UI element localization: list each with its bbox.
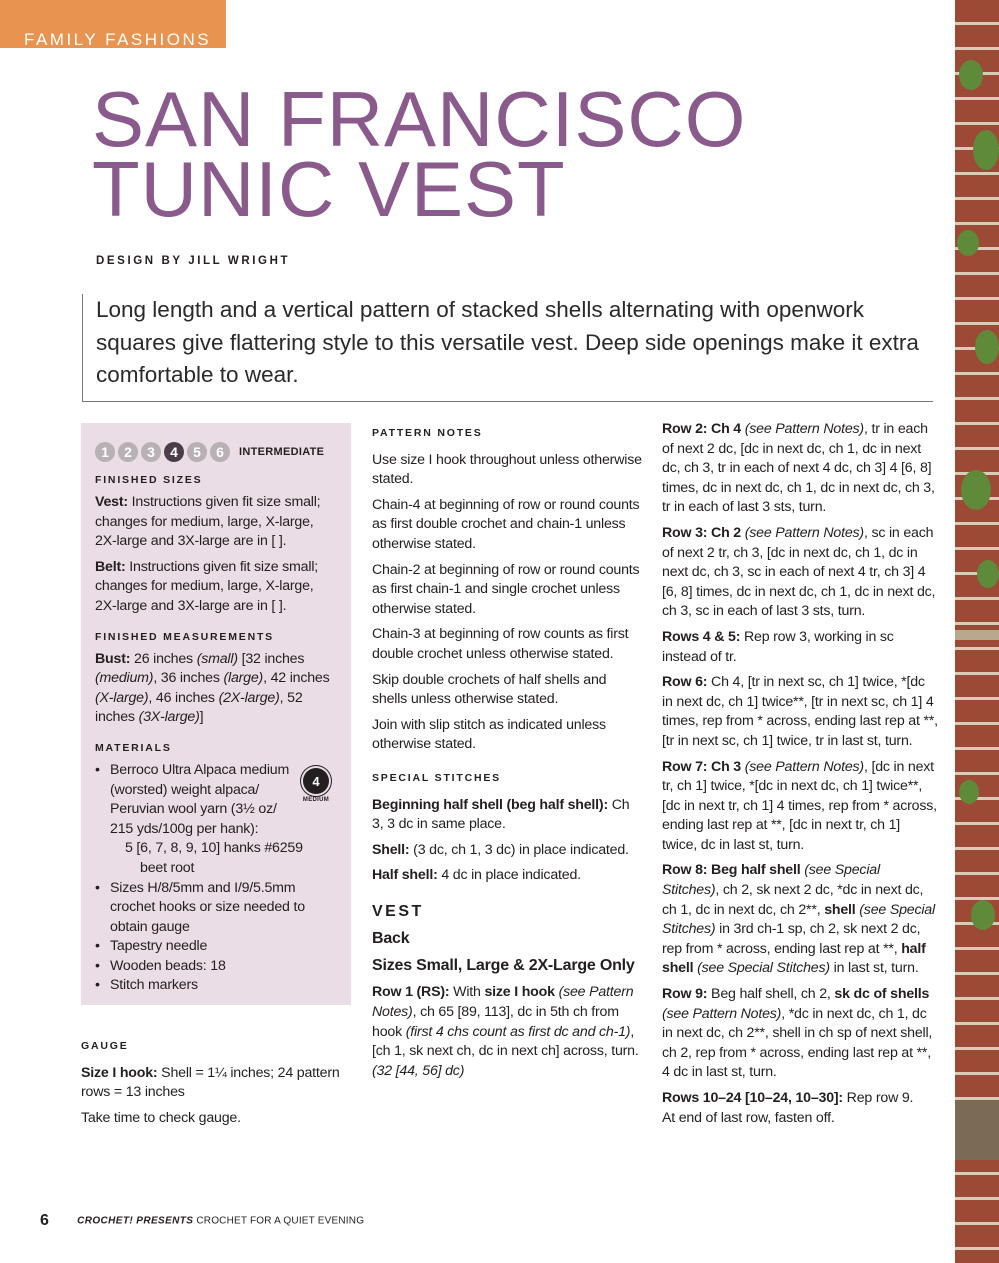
row-label: Row 2: Ch 4 [662, 421, 741, 437]
row-italic: (32 [44, 56] dc) [372, 1062, 465, 1079]
row-italic: (see Special Stitches) [693, 960, 830, 977]
row-text: , [ch 1, sk next ch, dc in next ch] across, turn. [372, 1023, 639, 1060]
row-3 [662, 524, 938, 622]
row-text: Ch 4, [tr in next sc, ch 1] twice, *[dc in next dc, ch 1] twice**, [tr in next sc, ch 1] 4 times, rep from * across, ending last rep at **, [tr in next sc, ch 1] twice, tr in last st, turn. [662, 674, 938, 749]
bust-size: (X-large) [95, 689, 149, 706]
skill-dot: 5 [187, 442, 207, 462]
bust-size: (2X-large) [218, 689, 280, 706]
finished-sizes [95, 493, 337, 617]
brick-wall-photo [955, 0, 999, 1263]
footer-brand: CROCHET! PRESENTS [77, 1215, 194, 1227]
bust-size: (large) [223, 670, 264, 687]
row-text: , tr in each of next 2 dc, [dc in next dc, ch 1, dc in next dc, ch 3, tr in each of next 4 dc, ch 3] 4 [6, 8] times, dc in next dc, ch 1, dc in next dc, ch 3, tr in each of last 3 sts, turn. [662, 421, 935, 516]
row-italic: (see Pattern Notes) [662, 1005, 782, 1022]
yarn-weight-icon [301, 768, 331, 803]
section-tab: FAMILY FASHIONS [0, 0, 226, 48]
row-bold: half shell [662, 940, 926, 977]
gauge-check: Take time to check gauge. [81, 1109, 241, 1126]
skill-dot: 3 [141, 442, 161, 462]
materials-heading: MATERIALS [95, 741, 172, 754]
gauge-hook-text: Shell = 1¼ inches; 24 pattern rows = 13 inches [81, 1064, 340, 1101]
stitch-label: Beginning half shell (beg half shell): [372, 796, 608, 813]
row-italic: (see Special Stitches) [662, 901, 935, 938]
skill-dot-active: 4 [164, 442, 184, 462]
skill-dot: 2 [118, 442, 138, 462]
designer-credit: DESIGN BY JILL WRIGHT [96, 255, 291, 267]
vest-size-label: Vest: [95, 494, 128, 510]
column-middle [372, 418, 644, 1087]
bust-text: , 46 inches [148, 689, 219, 706]
yarn-weight-caption: MEDIUM [302, 797, 330, 803]
page-number: 6 [40, 1212, 50, 1229]
special-stitches-heading: SPECIAL STITCHES [372, 771, 501, 784]
row-text: , ch 2, sk next 2 dc, *dc in next dc, ch 1, dc in next dc, ch 2**, [662, 882, 924, 918]
pattern-note: Chain-4 at beginning of row or round counts as first double crochet and chain-1 unless otherwise stated. [372, 496, 640, 552]
gauge-heading: GAUGE [81, 1040, 129, 1052]
finished-measurements [95, 650, 337, 728]
row-text: , sc in each of next 2 tr, ch 3, [dc in next dc, ch 1, dc in next dc, ch 3, sc in each of next 4 tr, ch 3] 4 [6, 8] times, dc in next dc, ch 1, dc in next dc, ch 3, sc in each of last 3 sts, turn. [662, 524, 936, 620]
rows-10-24 [662, 1089, 938, 1109]
row-bold: size I hook [484, 984, 555, 1001]
materials-item-markers: • Stitch markers [95, 976, 337, 996]
row-label: Row 6: [662, 674, 708, 691]
bust-text: 26 inches [130, 650, 197, 667]
skill-level-label: INTERMEDIATE [239, 446, 325, 458]
row-label: Row 7: Ch 3 [662, 758, 741, 775]
footer-book-title: CROCHET FOR A QUIET EVENING [193, 1215, 365, 1227]
row-text: Rep row 9. [842, 1090, 914, 1106]
yarn-line: beet root [140, 859, 195, 876]
yarn-line: 5 [6, 7, 8, 9, 10] hanks #6259 [125, 840, 303, 857]
row-text: With [449, 984, 485, 1001]
skill-level [95, 440, 337, 464]
gauge-section [81, 1031, 351, 1134]
pattern-note: Join with slip stitch as indicated unless otherwise stated. [372, 716, 606, 753]
stitch-text: (3 dc, ch 1, 3 dc) in place indicated. [409, 841, 629, 858]
stitch-text: Ch 3, 3 dc in same place. [372, 796, 630, 833]
stitch-text: 4 dc in place indicated. [437, 867, 581, 884]
yarn-line: 215 yds/100g per hank): [110, 820, 259, 837]
row-italic: (see Pattern Notes) [741, 758, 864, 775]
yarn-weight-number: 4 [303, 768, 329, 794]
belt-size-text: Instructions given fit size small; changes for medium, large, X-large, 2X-large and 3X-large are in [ ]. [95, 558, 319, 614]
row-6 [662, 673, 938, 751]
pattern-note: Chain-2 at beginning of row or round counts as first chain-1 and single crochet unless otherwise stated. [372, 561, 640, 617]
row-text: in last st, turn. [829, 960, 919, 977]
row-9 [662, 985, 938, 1083]
bust-text: , 36 inches [153, 670, 224, 687]
pattern-notes-heading: PATTERN NOTES [372, 427, 483, 439]
row-1 [372, 983, 644, 1081]
belt-size-label: Belt: [95, 558, 126, 575]
row-text: Rep row 3, working in sc instead of tr. [662, 628, 894, 665]
row-italic: (see Pattern Notes) [741, 421, 864, 437]
yarn-line: Berroco Ultra Alpaca medium [110, 761, 290, 778]
row-label: Row 8: Beg half shell [662, 862, 801, 879]
bust-text: ] [199, 709, 204, 726]
yarn-line: (worsted) weight alpaca/ [110, 781, 259, 798]
bust-size: (3X-large) [138, 709, 200, 726]
info-sidebar [81, 423, 351, 1005]
stitch-label: Shell: [372, 841, 410, 858]
row-label: Rows 10–24 [10–24, 10–30]: [662, 1090, 843, 1106]
page-footer [40, 1212, 364, 1230]
rows-4-5 [662, 628, 938, 667]
row-italic: (see Pattern Notes) [741, 524, 864, 541]
row-text: Beg half shell, ch 2, [707, 986, 835, 1003]
row-italic: (see Pattern Notes) [372, 984, 634, 1021]
back-heading: Back [372, 930, 410, 948]
title-line-1: SAN FRANCISCO [92, 75, 747, 163]
bust-text: , 42 inches [263, 670, 330, 687]
stitch-label: Half shell: [372, 867, 438, 884]
bust-size: (medium) [95, 670, 154, 687]
finished-sizes-heading: FINISHED SIZES [95, 474, 203, 486]
bust-size: (small) [196, 650, 238, 667]
row-label: Rows 4 & 5: [662, 628, 741, 645]
sizes-heading: Sizes Small, Large & 2X-Large Only [372, 957, 635, 975]
row-label: Row 3: Ch 2 [662, 524, 741, 541]
intro-paragraph: Long length and a vertical pattern of stacked shells alternating with openwork squares give flattering style to this versatile vest. Deep side openings make it extra comfortable to wear. [82, 294, 933, 402]
pattern-note: Chain-3 at beginning of row counts as first double crochet unless otherwise stated. [372, 626, 629, 662]
row-label: Row 9: [662, 986, 708, 1003]
column-right [662, 420, 938, 1134]
finished-measurements-heading: FINISHED MEASUREMENTS [95, 630, 274, 643]
row-text: , *dc in next dc, ch 1, dc in next dc, ch 2**, shell in ch sp of next shell, ch 2, rep from * across, ending last rep at **, 4 dc in last st, turn. [662, 1005, 933, 1081]
vest-size-text: Instructions given fit size small; changes for medium, large, X-large, 2X-large and 3X-large are in [ ]. [95, 494, 321, 550]
materials-item-hooks: • Sizes H/8/5mm and I/9/5.5mm crochet hooks or size needed to obtain gauge [95, 879, 337, 938]
materials-item-beads: • Wooden beads: 18 [95, 957, 337, 977]
bust-text: , 52 inches [95, 689, 303, 726]
row-italic: (first 4 chs count as first dc and ch-1) [405, 1023, 631, 1040]
row-2 [662, 420, 938, 518]
row-text: , [dc in next tr, ch 1] twice, *[dc in next dc, ch 1] twice**, [dc in next tr, ch 1] 4 times, rep from * across, ending last rep at **, [dc in next tr, ch 1] twice, dc in last st, turn. [662, 758, 937, 853]
row-7 [662, 758, 938, 856]
fasten-off: At end of last row, fasten off. [662, 1109, 835, 1126]
row-italic: (see Special Stitches) [662, 862, 880, 899]
pattern-note: Use size I hook throughout unless otherwise stated. [372, 451, 642, 488]
vest-heading: VEST [372, 902, 424, 920]
yarn-line: Peruvian wool yarn (3½ oz/ [110, 801, 277, 818]
materials-item-needle: • Tapestry needle [95, 937, 337, 957]
skill-dot: 6 [210, 442, 230, 462]
row-text: , ch 65 [89, 113], dc in 5th ch from hook [372, 1004, 619, 1040]
row-bold: shell [824, 901, 856, 918]
gauge-hook-label: Size I hook: [81, 1064, 158, 1081]
row-text: in 3rd ch-1 sp, ch 2, sk next 2 dc, rep from * across, ending last rep at **, [662, 921, 921, 957]
page-title [92, 75, 792, 233]
bust-text: [32 inches [237, 650, 305, 667]
title-line-2: TUNIC VEST [92, 145, 566, 233]
pattern-note: Skip double crochets of half shells and shells unless otherwise stated. [372, 671, 607, 708]
bust-label: Bust: [95, 650, 131, 667]
skill-dot: 1 [95, 442, 115, 462]
row-label: Row 1 (RS): [372, 984, 450, 1001]
row-8 [662, 861, 938, 979]
row-bold: sk dc of shells [834, 986, 930, 1003]
